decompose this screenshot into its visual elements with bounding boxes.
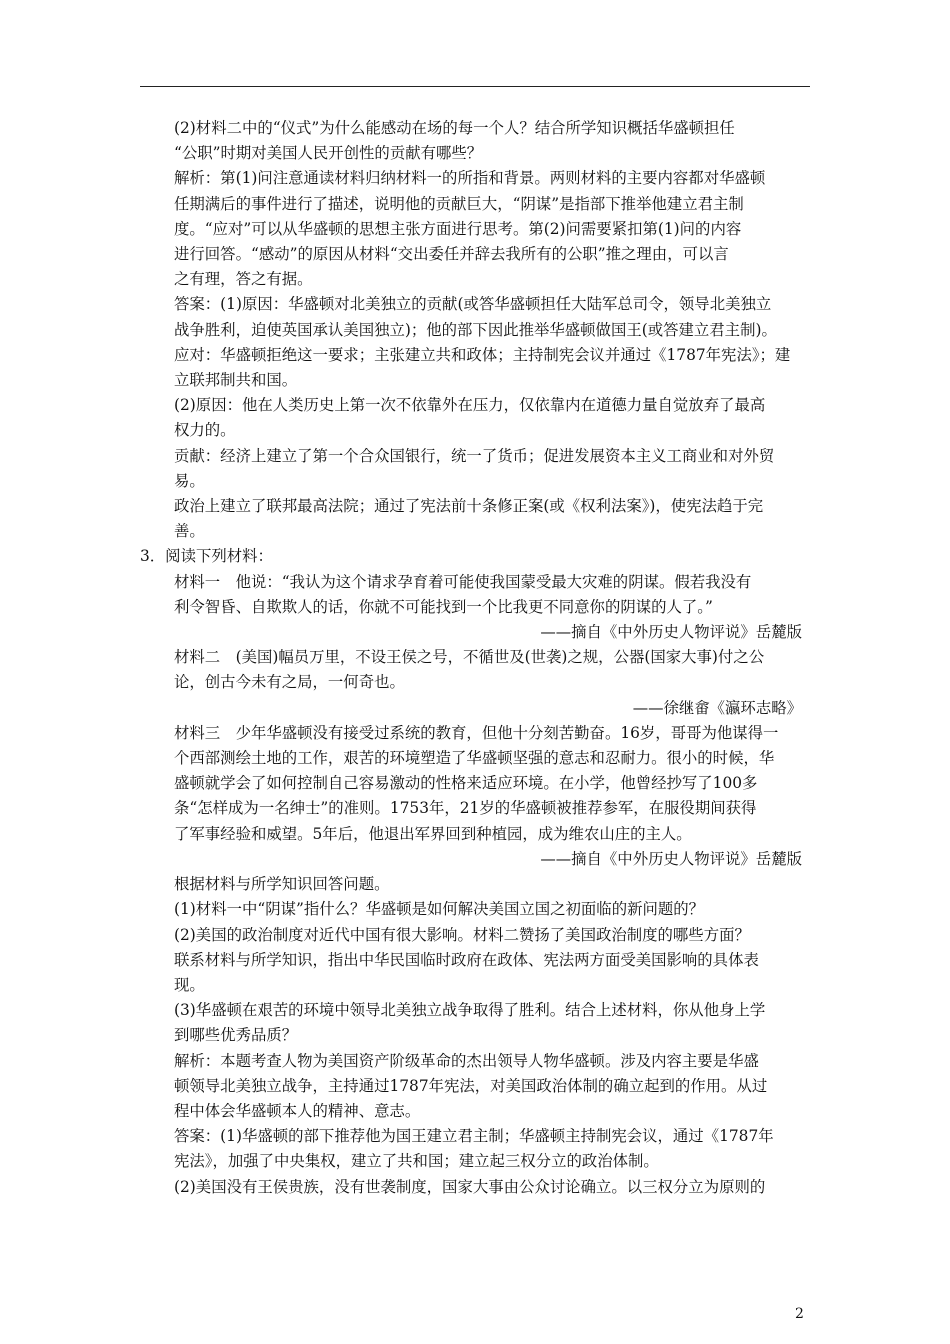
text-line: 易。 [174, 471, 205, 490]
text-line: 现。 [174, 975, 205, 994]
question-heading: 3．阅读下列材料： [140, 547, 273, 566]
text-line: (3)华盛顿在艰苦的环境中领导北美独立战争取得了胜利。结合上述材料，你从他身上学 [174, 1001, 766, 1020]
text-line: 应对：华盛顿拒绝这一要求；主张建立共和政体；主持制宪会议并通过《1787年宪法》；建 [174, 345, 791, 364]
text-line: 材料一 他说：“我认为这个请求孕育着可能使我国蒙受最大灾难的阴谋。假若我没有 [174, 572, 752, 591]
text-line: 程中体会华盛顿本人的精神、意志。 [174, 1101, 421, 1120]
text-line: 了军事经验和威望。5年后，他退出军界回到种植园，成为维农山庄的主人。 [174, 824, 692, 843]
text-line: 答案：(1)华盛顿的部下推荐他为国王建立君主制；华盛顿主持制宪会议，通过《1787年 [174, 1127, 774, 1146]
citation: ——徐继畲《瀛环志略》 [632, 698, 802, 717]
text-line: 任期满后的事件进行了描述，说明他的贡献巨大，“阴谋”是指部下推举他建立君主制 [174, 194, 744, 213]
text-line: 根据材料与所学知识回答问题。 [174, 875, 390, 894]
text-line: 之有理，答之有据。 [174, 270, 313, 289]
text-line: (2)原因：他在人类历史上第一次不依靠外在压力，仅依靠内在道德力量自觉放弃了最高 [174, 396, 766, 415]
text-line: 解析：本题考查人物为美国资产阶级革命的杰出领导人物华盛顿。涉及内容主要是华盛 [174, 1051, 759, 1070]
text-line: 盛顿就学会了如何控制自己容易激动的性格来适应环境。在小学，他曾经抄写了100多 [174, 774, 758, 793]
text-line: (1)材料一中“阴谋”指什么？华盛顿是如何解决美国立国之初面临的新问题的？ [174, 900, 705, 919]
text-line: 论，创古今未有之局，一何奇也。 [174, 673, 405, 692]
text-line: 权力的。 [174, 421, 236, 440]
text-line: 联系材料与所学知识，指出中华民国临时政府在政体、宪法两方面受美国影响的具体表 [174, 950, 759, 969]
text-line: (2)材料二中的“仪式”为什么能感动在场的每一个人？结合所学知识概括华盛顿担任 [174, 119, 735, 137]
text-line: 善。 [174, 522, 205, 541]
text-line: 答案：(1)原因：华盛顿对北美独立的贡献(或答华盛顿担任大陆军总司令，领导北美独立 [174, 295, 772, 314]
text-line: (2)美国没有王侯贵族，没有世袭制度，国家大事由公众讨论确立。以三权分立为原则的 [174, 1177, 766, 1196]
text-line: 材料三 少年华盛顿没有接受过系统的教育，但他十分刻苦勤奋。16岁，哥哥为他谋得一 [174, 723, 779, 742]
text-line: 个西部测绘土地的工作，艰苦的环境塑造了华盛顿坚强的意志和忍耐力。很小的时候，华 [174, 749, 775, 768]
citation: ——摘自《中外历史人物评说》岳麓版 [540, 849, 802, 868]
text-line: 贡献：经济上建立了第一个合众国银行，统一了货币；促进发展资本主义工商业和对外贸 [174, 446, 775, 465]
document-body [140, 116, 810, 1200]
text-line: 顿领导北美独立战争，主持通过1787年宪法，对美国政治体制的确立起到的作用。从过 [174, 1076, 768, 1095]
text-line: 材料二 (美国)幅员万里，不设王侯之号，不循世及(世袭)之规，公器(国家大事)付之公 [174, 648, 765, 667]
text-line: 解析：第(1)问注意通读材料归纳材料一的所指和背景。两则材料的主要内容都对华盛顿 [174, 169, 766, 188]
header-rule [140, 86, 810, 87]
text-line: “公职”时期对美国人民开创性的贡献有哪些？ [174, 144, 483, 163]
text-line: 进行回答。“感动”的原因从材料“交出委任并辞去我所有的公职”推之理由，可以言 [174, 245, 729, 264]
text-line: 条“怎样成为一名绅士”的准则。1753年，21岁的华盛顿被推荐参军，在服役期间获得 [174, 799, 757, 818]
citation: ——摘自《中外历史人物评说》岳麓版 [540, 623, 802, 642]
text-line: 立联邦制共和国。 [174, 371, 298, 390]
text-line: 战争胜利，迫使英国承认美国独立)；他的部下因此推举华盛顿做国王(或答建立君主制)。 [174, 320, 777, 339]
text-line: 宪法》，加强了中央集权，建立了共和国；建立起三权分立的政治体制。 [174, 1152, 659, 1171]
text-line: 到哪些优秀品质？ [174, 1026, 298, 1045]
page-number: 2 [795, 1306, 804, 1322]
text-line: 度。“应对”可以从华盛顿的思想主张方面进行思考。第(2)问需要紧扣第(1)问的内容 [174, 219, 742, 238]
text-line: 政治上建立了联邦最高法院；通过了宪法前十条修正案(或《权利法案》)，使宪法趋于完 [174, 497, 764, 516]
text-line: (2)美国的政治制度对近代中国有很大影响。材料二赞扬了美国政治制度的哪些方面？ [174, 925, 750, 944]
text-line: 利令智昏、自欺欺人的话，你就不可能找到一个比我更不同意你的阴谋的人了。” [174, 597, 713, 616]
